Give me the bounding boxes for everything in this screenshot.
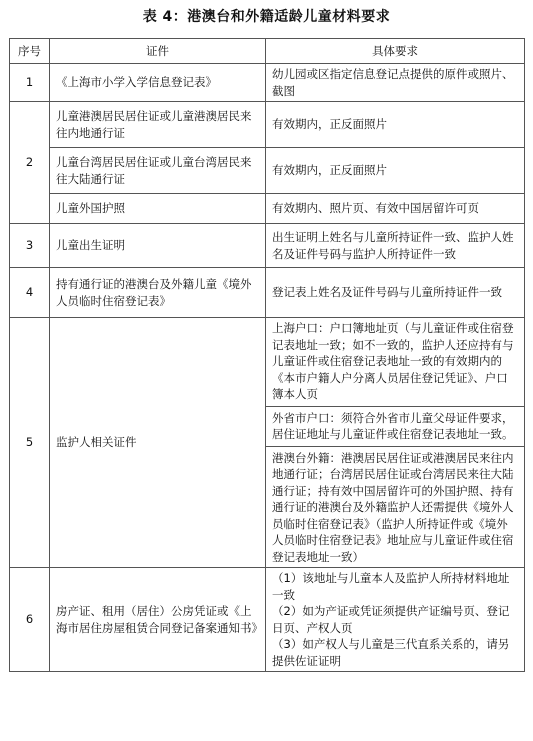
row-req: 出生证明上姓名与儿童所持证件一致、监护人姓名及证件号码与监护人所持证件一致: [266, 224, 525, 268]
row-num: 6: [10, 568, 50, 672]
req-item: （3）如产权人与儿童是三代直系关系的，请另提供佐证证明: [272, 637, 510, 668]
row-req: 登记表上姓名及证件号码与儿童所持证件一致: [266, 268, 525, 318]
row-doc: 儿童出生证明: [50, 224, 266, 268]
row-req: 有效期内，正反面照片: [266, 102, 525, 148]
header-num: 序号: [10, 39, 50, 64]
req-local-hukou: 上海户口：户口簿地址页（与儿童证件或住宿登记表地址一致；如不一致的，监护人还应持有与儿童证件或住宿登记表地址一致的有效期内的《本市户籍人户分离人员居住登记凭证》、户口簿本人页: [272, 321, 514, 401]
header-req: 具体要求: [266, 39, 525, 64]
row-doc: 《上海市小学入学信息登记表》: [50, 64, 266, 102]
row-doc: 儿童外国护照: [50, 194, 266, 224]
table-row: [10, 568, 525, 672]
req-item: （2）如为产证或凭证须提供产证编号页、登记日页、产权人页: [272, 604, 510, 635]
row-doc: 持有通行证的港澳台及外籍儿童《境外人员临时住宿登记表》: [50, 268, 266, 318]
row-req-group: [266, 568, 525, 672]
row-doc: 监护人相关证件: [50, 318, 266, 568]
table-row: [10, 102, 525, 148]
table-row: [10, 194, 525, 224]
row-doc: 儿童台湾居民居住证或儿童台湾居民来往大陆通行证: [50, 148, 266, 194]
table-row: [10, 148, 525, 194]
row-req: 幼儿园或区指定信息登记点提供的原件或照片、截图: [266, 64, 525, 102]
req-other-province-hukou: 外省市户口：须符合外省市儿童父母证件要求，居住证地址与儿童证件或住宿登记表地址一致。: [266, 406, 524, 443]
row-num: 2: [10, 102, 50, 224]
row-req-group: [266, 318, 525, 568]
header-doc: 证件: [50, 39, 266, 64]
row-doc: 房产证、租用（居住）公房凭证或《上海市居住房屋租赁合同登记备案通知书》: [50, 568, 266, 672]
table-row: [10, 268, 525, 318]
table-title: 表 4：港澳台和外籍适龄儿童材料要求: [142, 9, 391, 25]
row-req: 有效期内、照片页、有效中国居留许可页: [266, 194, 525, 224]
row-num: 5: [10, 318, 50, 568]
table-row: [10, 64, 525, 102]
req-hk-macau-taiwan-foreign: 港澳台外籍：港澳居民居住证或港澳居民来往内地通行证；台湾居民居住证或台湾居民来往大陆通行证；持有效中国居留许可的外国护照、持有通行证的港澳台及外籍监护人还需提供《境外人员临时住宿登记表》（监护人所持证件或《境外人员临时住宿登记表》地址应与儿童证件或住宿登记表地址一致）: [266, 446, 524, 566]
row-num: 4: [10, 268, 50, 318]
header-row: [10, 39, 525, 64]
table-row: [10, 318, 525, 568]
row-num: 1: [10, 64, 50, 102]
table-row: [10, 224, 525, 268]
row-doc: 儿童港澳居民居住证或儿童港澳居民来往内地通行证: [50, 102, 266, 148]
requirements-table: [9, 38, 525, 672]
row-req: 有效期内，正反面照片: [266, 148, 525, 194]
req-item: （1）该地址与儿童本人及监护人所持材料地址一致: [272, 571, 510, 602]
row-num: 3: [10, 224, 50, 268]
